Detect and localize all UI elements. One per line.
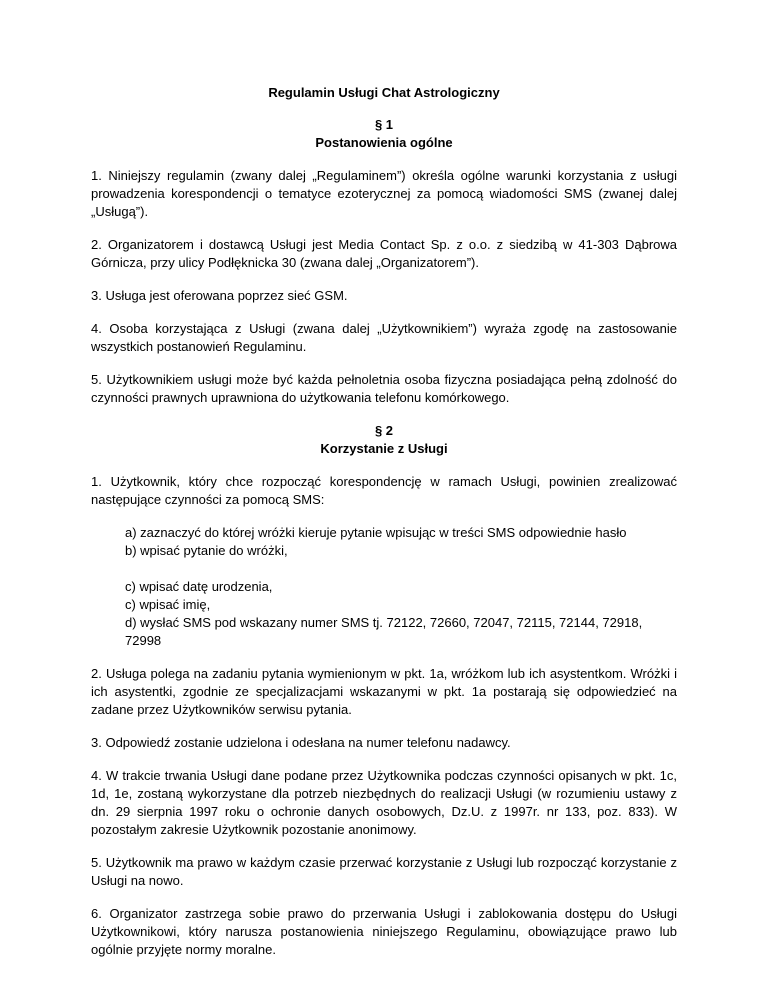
section-1-paragraph-2: 2. Organizatorem i dostawcą Usługi jest Media Contact Sp. z o.o. z siedzibą w 41-303 Dąbrowa Górnicza, przy ulicy Podłęknicka 30 (zwana dalej „Organizatorem”). bbox=[91, 237, 677, 270]
section-2-paragraph-5: 5. Użytkownik ma prawo w każdym czasie przerwać korzystanie z Usługi lub rozpocząć korzystanie z Usługi na nowo. bbox=[91, 855, 677, 888]
section-1-paragraph-4: 4. Osoba korzystająca z Usługi (zwana dalej „Użytkownikiem”) wyraża zgodę na zastosowanie wszystkich postanowień Regulaminu. bbox=[91, 321, 677, 354]
list-item: b) wpisać pytanie do wróżki, bbox=[125, 543, 288, 558]
section-1-number: § 1 bbox=[374, 117, 394, 132]
list-item: 72998 bbox=[125, 633, 162, 648]
section-2-header bbox=[91, 422, 677, 458]
section-2-intro: 1. Użytkownik, który chce rozpocząć korespondencję w ramach Usługi, powinien zrealizować następujące czynności za pomocą SMS: bbox=[91, 474, 677, 507]
section-1-paragraph-5: 5. Użytkownikiem usługi może być każda pełnoletnia osoba fizyczna posiadająca pełną zdolność do czynności prawnych uprawniona do użytkowania telefonu komórkowego. bbox=[91, 372, 677, 405]
section-1-heading: Postanowienia ogólne bbox=[315, 135, 453, 150]
list-item: d) wysłać SMS pod wskazany numer SMS tj. 72122, 72660, 72047, 72115, 72144, 72918, bbox=[125, 615, 643, 630]
section-1-paragraph-1: 1. Niniejszy regulamin (zwany dalej „Regulaminem”) określa ogólne warunki korzystania z usługi prowadzenia korespondencji o tematyce ezoterycznej za pomocą wiadomości SMS (zwanej dalej „Usługą”). bbox=[91, 168, 677, 219]
section-2-paragraph-6: 6. Organizator zastrzega sobie prawo do przerwania Usługi i zablokowania dostępu do Usługi Użytkownikowi, który narusza postanowienia niniejszego Regulaminu, obowiązujące prawo lub ogólnie przyjęte normy moralne. bbox=[91, 906, 677, 957]
sms-steps-list bbox=[125, 524, 677, 650]
list-item: a) zaznaczyć do której wróżki kieruje pytanie wpisując w treści SMS odpowiednie hasło bbox=[125, 525, 627, 540]
document-page bbox=[91, 84, 677, 974]
section-2-heading: Korzystanie z Usługi bbox=[320, 441, 448, 456]
section-2-paragraph-3: 3. Odpowiedź zostanie udzielona i odesłana na numer telefonu nadawcy. bbox=[91, 735, 511, 750]
section-2-number: § 2 bbox=[374, 423, 394, 438]
section-2-paragraph-4: 4. W trakcie trwania Usługi dane podane przez Użytkownika podczas czynności opisanych w pkt. 1c, 1d, 1e, zostaną wykorzystane dla potrzeb niezbędnych do realizacji Usługi (w rozumieniu ustawy z dn. 29 sierpnia 1997 roku o ochronie danych osobowych, Dz.U. z 1997r. nr 133, poz. 833). W pozostałym zakresie Użytkownik pozostanie anonimowy. bbox=[91, 768, 677, 837]
section-1-header bbox=[91, 116, 677, 152]
section-2-paragraph-2: 2. Usługa polega na zadaniu pytania wymienionym w pkt. 1a, wróżkom lub ich asystentkom. Wróżki i ich asystentki, zgodnie ze specjalizacjami wskazanymi w pkt. 1a postarają się odpowiedzieć na zadane przez Użytkowników serwisu pytania. bbox=[91, 666, 677, 717]
document-title: Regulamin Usługi Chat Astrologiczny bbox=[268, 85, 500, 100]
list-item: c) wpisać imię, bbox=[125, 597, 211, 612]
list-item: c) wpisać datę urodzenia, bbox=[125, 579, 273, 594]
list-spacer bbox=[125, 560, 677, 578]
section-1-paragraph-3: 3. Usługa jest oferowana poprzez sieć GSM. bbox=[91, 288, 348, 303]
